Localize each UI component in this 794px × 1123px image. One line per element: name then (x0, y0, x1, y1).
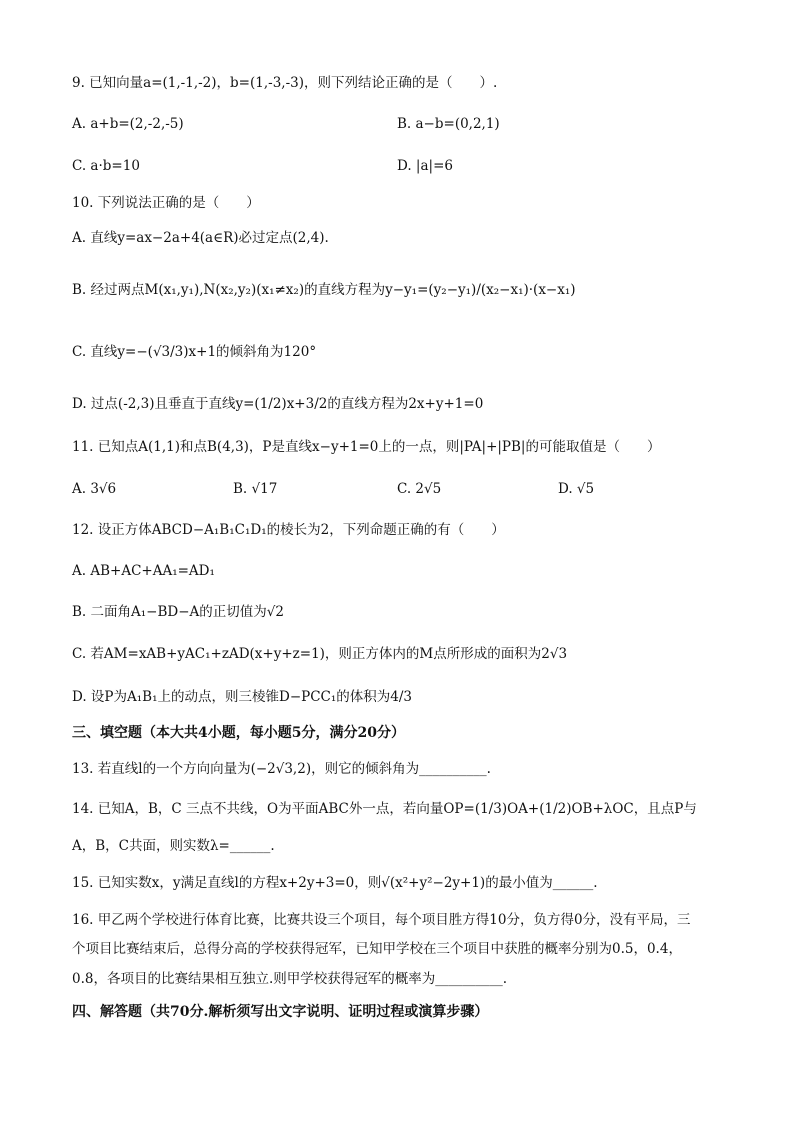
q11-option-d: D. √5 (558, 481, 595, 497)
q15-text: 15. 已知实数x，y满足直线l的方程x+2y+3=0，则√(x²+y²−2y+1)的最小值为______. (72, 875, 598, 891)
q16-line-3: 0.8，各项目的比赛结果相互独立.则甲学校获得冠军的概率为__________. (72, 971, 508, 987)
section-4-heading: 四、解答题（共70分.解析须写出文字说明、证明过程或演算步骤） (72, 1004, 489, 1020)
q9-option-a: A. a+b=(2,-2,-5) (72, 116, 184, 132)
q12-option-a: A. AB+AC+AA₁=AD₁ (72, 563, 215, 579)
q14-line-1: 14. 已知A，B，C 三点不共线，O为平面ABC外一点，若向量OP=(1/3)OA+(1/2)OB+λOC，且点P与 (72, 801, 697, 817)
q10-option-c: C. 直线y=−(√3/3)x+1的倾斜角为120° (72, 344, 317, 360)
q16-line-1: 16. 甲乙两个学校进行体育比赛，比赛共设三个项目，每个项目胜方得10分，负方得0分，没有平局，三 (72, 912, 691, 928)
section-3-heading: 三、填空题（本大共4小题，每小题5分，满分20分） (72, 725, 405, 741)
q12-option-b: B. 二面角A₁−BD−A的正切值为√2 (72, 604, 284, 620)
q11-stem: 11. 已知点A(1,1)和点B(4,3)，P是直线x−y+1=0上的一点，则|PA|+|PB|的可能取值是（ ） (72, 439, 661, 455)
q11-option-b: B. √17 (233, 481, 278, 497)
q13-text: 13. 若直线l的一个方向向量为(−2√3,2)，则它的倾斜角为__________. (72, 761, 491, 777)
q9-stem: 9. 已知向量a=(1,-1,-2)，b=(1,-3,-3)，则下列结论正确的是（ ）. (72, 75, 498, 91)
q9-option-b: B. a−b=(0,2,1) (397, 116, 500, 132)
q11-option-c: C. 2√5 (397, 481, 442, 497)
q9-option-d: D. |a|=6 (397, 158, 453, 174)
q10-option-a: A. 直线y=ax−2a+4(a∈R)必过定点(2,4). (72, 230, 329, 246)
q10-option-b: B. 经过两点M(x₁,y₁),N(x₂,y₂)(x₁≠x₂)的直线方程为y−y₁=(y₂−y₁)/(x₂−x₁)·(x−x₁) (72, 282, 576, 298)
q14-line-2: A，B，C共面，则实数λ=______. (72, 838, 275, 854)
q9-option-c: C. a·b=10 (72, 158, 140, 174)
q12-stem: 12. 设正方体ABCD−A₁B₁C₁D₁的棱长为2，下列命题正确的有（ ） (72, 522, 505, 538)
q10-option-d: D. 过点(-2,3)且垂直于直线y=(1/2)x+3/2的直线方程为2x+y+1=0 (72, 396, 484, 412)
q12-option-d: D. 设P为A₁B₁上的动点，则三棱锥D−PCC₁的体积为4/3 (72, 689, 413, 705)
q16-line-2: 个项目比赛结束后，总得分高的学校获得冠军，已知甲学校在三个项目中获胜的概率分别为0.5，0.4， (72, 941, 682, 957)
q11-option-a: A. 3√6 (72, 481, 117, 497)
q12-option-c: C. 若AM=xAB+yAC₁+zAD(x+y+z=1)，则正方体内的M点所形成的面积为2√3 (72, 646, 568, 662)
q10-stem: 10. 下列说法正确的是（ ） (72, 195, 260, 211)
